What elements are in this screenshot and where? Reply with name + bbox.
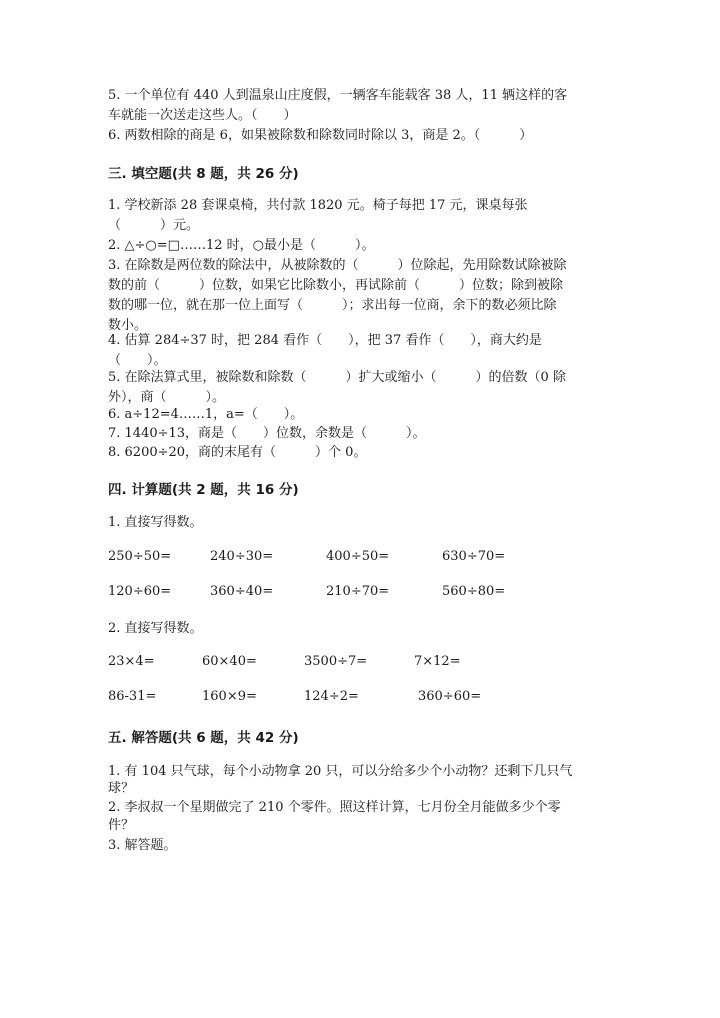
section-4-title: 四. 计算题(共 2 题，共 16 分) [108, 482, 299, 498]
solve-question-1-line2: 球？ [108, 781, 135, 796]
section-3-title: 三. 填空题(共 8 题，共 26 分) [108, 166, 299, 182]
calc-item: 124÷2= [304, 689, 359, 704]
calc-item: 250÷50= [108, 549, 172, 564]
calc-item: 3500÷7= [304, 654, 368, 669]
fill-question-4-line2: （ ）。 [108, 353, 167, 368]
solve-question-3: 3. 解答题。 [108, 838, 177, 853]
calc-question-1-label: 1. 直接写得数。 [108, 515, 203, 530]
calc-item: 360÷60= [418, 689, 482, 704]
calc-item: 240÷30= [210, 549, 274, 564]
calc-item: 86-31= [108, 689, 157, 704]
calc-row-3 [108, 654, 608, 674]
calc-question-2-label: 2. 直接写得数。 [108, 621, 203, 636]
fill-question-2: 2. △÷○=□……12 时，○最小是（ ）。 [108, 238, 375, 253]
calc-item: 630÷70= [442, 549, 506, 564]
calc-item: 400÷50= [326, 549, 390, 564]
judge-question-5-line1: 5. 一个单位有 440 人到温泉山庄度假，一辆客车能载客 38 人，11 辆这样的客 [108, 88, 568, 103]
calc-item: 560÷80= [442, 584, 506, 599]
calc-row-1 [108, 549, 608, 569]
calc-item: 360÷40= [210, 584, 274, 599]
solve-question-2-line1: 2. 李叔叔一个星期做完了 210 个零件。照这样计算，七月份全月能做多少个零 [108, 800, 561, 815]
fill-question-6: 6. a÷12=4……1，a=（ ）。 [108, 407, 304, 422]
fill-question-8: 8. 6200÷20，商的末尾有（ ）个 0。 [108, 445, 367, 460]
calc-item: 210÷70= [326, 584, 390, 599]
judge-question-5-line2: 车就能一次送走这些人。（ ） [108, 108, 297, 123]
judge-question-6: 6. 两数相除的商是 6，如果被除数和除数同时除以 3，商是 2。（ ） [108, 128, 533, 143]
calc-item: 160×9= [202, 689, 257, 704]
fill-question-5-line1: 5. 在除法算式里，被除数和除数（ ）扩大或缩小（ ）的倍数（0 除 [108, 370, 566, 385]
fill-question-4-line1: 4. 估算 284÷37 时，把 284 看作（ ），把 37 看作（ ），商大约是 [108, 333, 542, 348]
calc-item: 120÷60= [108, 584, 172, 599]
section-5-title: 五. 解答题(共 6 题，共 42 分) [108, 730, 299, 746]
solve-question-2-line2: 件？ [108, 818, 135, 833]
fill-question-7: 7. 1440÷13，商是（ ）位数，余数是（ ）。 [108, 426, 426, 441]
fill-question-1-line1: 1. 学校新添 28 套课桌椅，共付款 1820 元。椅子每把 17 元，课桌每张 [108, 198, 528, 213]
fill-question-3-line2: 数的前（ ）位数，如果它比除数小，再试除前（ ）位数；除到被除 [108, 278, 564, 293]
fill-question-5-line2: 外），商（ ）。 [108, 390, 226, 405]
calc-row-2 [108, 584, 608, 604]
solve-question-1-line1: 1. 有 104 只气球，每个小动物拿 20 只，可以分给多少个小动物？还剩下几只气 [108, 764, 573, 779]
calc-row-4 [108, 689, 608, 709]
calc-item: 7×12= [414, 654, 461, 669]
calc-item: 60×40= [202, 654, 257, 669]
fill-question-1-line2: （ ）元。 [108, 218, 200, 233]
fill-question-3-line4: 数小。 [108, 318, 148, 333]
calc-item: 23×4= [108, 654, 155, 669]
fill-question-3-line3: 数的哪一位，就在那一位上面写（ ）；求出每一位商，余下的数必须比除 [108, 298, 557, 313]
fill-question-3-line1: 3. 在除数是两位数的除法中，从被除数的（ ）位除起，先用除数试除被除 [108, 258, 567, 273]
